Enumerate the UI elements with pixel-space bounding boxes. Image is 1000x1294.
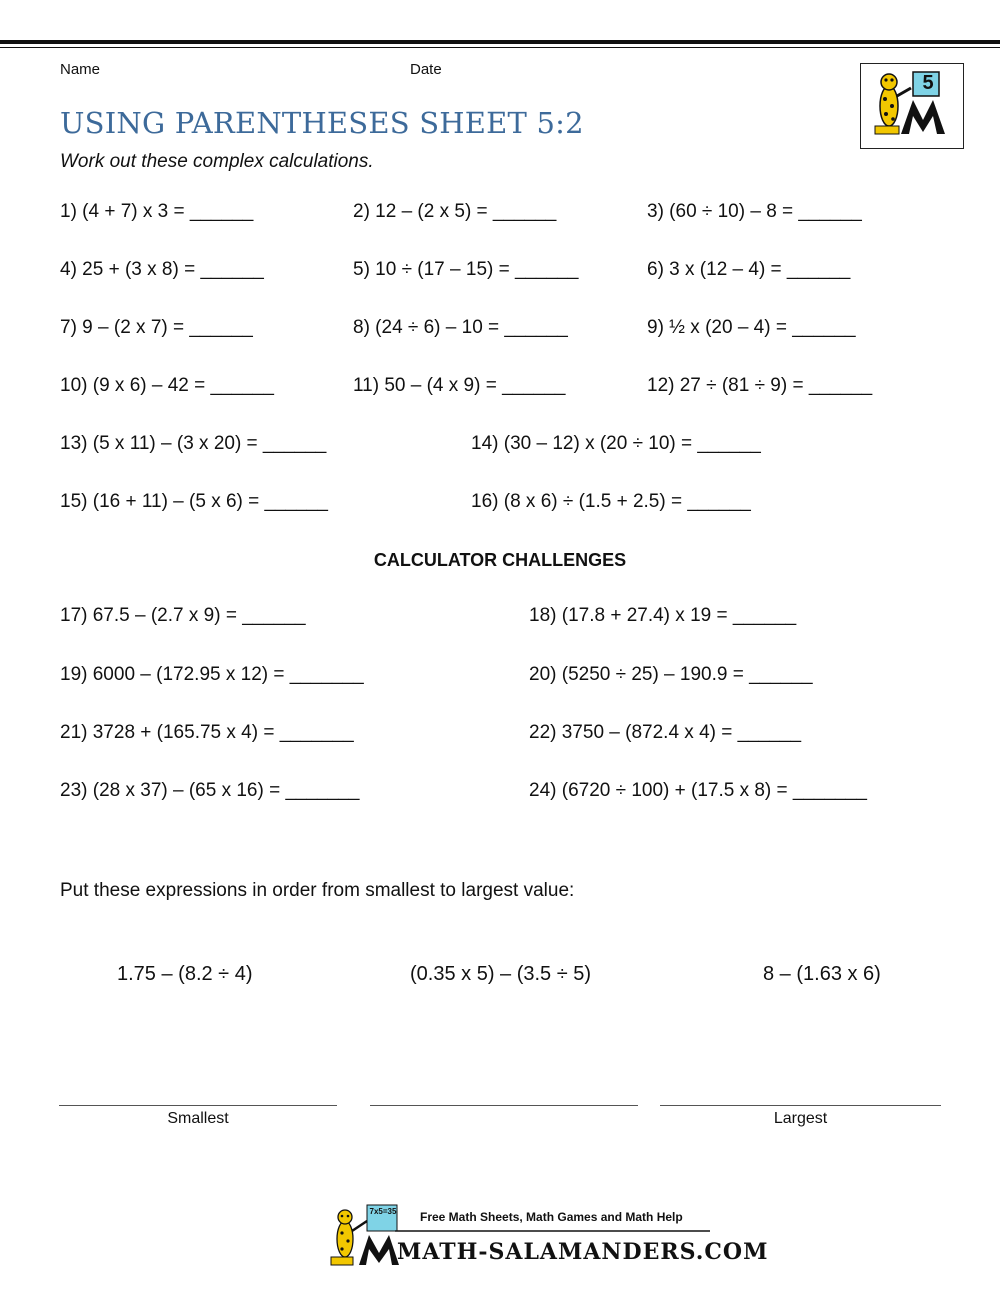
question-7: 7) 9 – (2 x 7) = ______	[60, 317, 253, 338]
question-1: 1) (4 + 7) x 3 = ______	[60, 201, 254, 222]
question-17: 17) 67.5 – (2.7 x 9) = ______	[60, 605, 306, 626]
ordering-expression-1: 1.75 – (8.2 ÷ 4)	[117, 963, 253, 985]
question-22: 22) 3750 – (872.4 x 4) = ______	[529, 722, 802, 743]
question-13: 13) (5 x 11) – (3 x 20) = ______	[60, 433, 327, 454]
footer-brand: MATH-SALAMANDERS.COM	[397, 1239, 769, 1265]
salamander-logo-icon	[861, 64, 963, 148]
question-23: 23) (28 x 37) – (65 x 16) = _______	[60, 780, 360, 801]
page-title: USING PARENTHESES SHEET 5:2	[60, 106, 584, 140]
answer-line-largest	[660, 1105, 941, 1106]
question-9: 9) ½ x (20 – 4) = ______	[647, 317, 856, 338]
date-label: Date	[410, 61, 442, 78]
grade-badge-number: 5	[922, 72, 934, 94]
question-15: 15) (16 + 11) – (5 x 6) = ______	[60, 491, 328, 512]
footer-logo	[325, 1203, 769, 1273]
question-14: 14) (30 – 12) x (20 ÷ 10) = ______	[471, 433, 761, 454]
footer-mini-badge: 7x5=35	[369, 1207, 397, 1216]
question-10: 10) (9 x 6) – 42 = ______	[60, 375, 274, 396]
smallest-label: Smallest	[167, 1110, 229, 1127]
question-16: 16) (8 x 6) ÷ (1.5 + 2.5) = ______	[471, 491, 751, 512]
question-8: 8) (24 ÷ 6) – 10 = ______	[353, 317, 568, 338]
grade-logo	[860, 63, 964, 149]
question-20: 20) (5250 ÷ 25) – 190.9 = ______	[529, 664, 813, 685]
footer-tagline: Free Math Sheets, Math Games and Math Help	[420, 1210, 683, 1224]
question-19: 19) 6000 – (172.95 x 12) = _______	[60, 664, 364, 685]
question-11: 11) 50 – (4 x 9) = ______	[353, 375, 566, 396]
ordering-instruction: Put these expressions in order from smallest to largest value:	[60, 880, 575, 901]
page-subtitle: Work out these complex calculations.	[60, 151, 374, 172]
question-6: 6) 3 x (12 – 4) = ______	[647, 259, 851, 280]
question-12: 12) 27 ÷ (81 ÷ 9) = ______	[647, 375, 873, 396]
top-rule	[0, 40, 1000, 44]
question-18: 18) (17.8 + 27.4) x 19 = ______	[529, 605, 797, 626]
question-21: 21) 3728 + (165.75 x 4) = _______	[60, 722, 354, 743]
ordering-expression-3: 8 – (1.63 x 6)	[763, 963, 881, 985]
question-3: 3) (60 ÷ 10) – 8 = ______	[647, 201, 862, 222]
question-5: 5) 10 ÷ (17 – 15) = ______	[353, 259, 579, 280]
calculator-heading: CALCULATOR CHALLENGES	[373, 550, 627, 570]
answer-line-smallest	[59, 1105, 337, 1106]
name-label: Name	[60, 61, 101, 78]
largest-label: Largest	[773, 1110, 828, 1127]
ordering-expression-2: (0.35 x 5) – (3.5 ÷ 5)	[410, 963, 592, 985]
question-2: 2) 12 – (2 x 5) = ______	[353, 201, 557, 222]
answer-line-middle	[370, 1105, 638, 1106]
question-4: 4) 25 + (3 x 8) = ______	[60, 259, 264, 280]
question-24: 24) (6720 ÷ 100) + (17.5 x 8) = _______	[529, 780, 867, 801]
top-rule-thin	[0, 47, 1000, 48]
